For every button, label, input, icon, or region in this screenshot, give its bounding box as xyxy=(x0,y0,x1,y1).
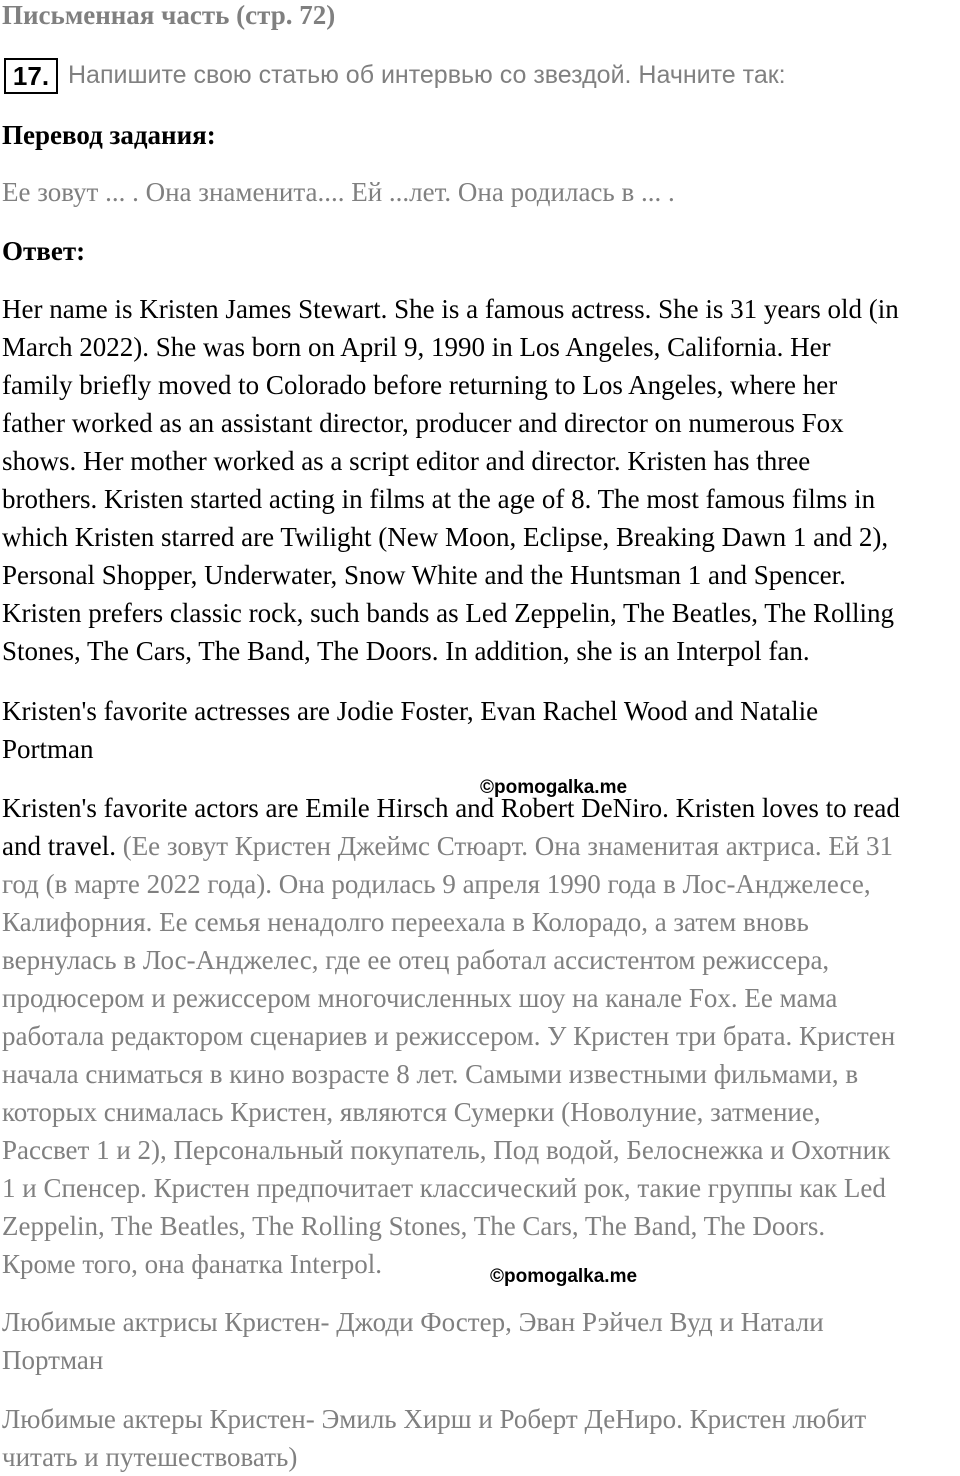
answer-paragraph-english-1: Her name is Kristen James Stewart. She is a famous actress. She is 31 years old (in March 2022). She was born on April 9, 1990 in Los Angeles, California. Her family briefly moved to Colorado before returning to Los Angeles, where her father worked as an assistant director, producer and director on numerous Fox shows. Her mother worked as a script editor and director. Kristen has three brothers. Kristen started acting in films at the age of 8. The most famous films in which Kristen starred are Twilight (New Moon, Eclipse, Breaking Dawn 1 and 2), Personal Shopper, Underwater, Snow White and the Huntsman 1 and Spencer. Kristen prefers classic rock, such bands as Led Zeppelin, The Beatles, The Rolling Stones, The Cars, The Band, The Doors. In addition, she is an Interpol fan. xyxy=(2,294,899,666)
page-title: Письменная часть (стр. 72) xyxy=(2,0,336,30)
answer-label: Ответ: xyxy=(2,236,86,266)
answer-paragraph-russian-3: Любимые актеры Кристен- Эмиль Хирш и Роберт ДеНиро. Кристен любит читать и путешествовать) xyxy=(2,1404,867,1472)
watermark-2: ©pomogalka.me xyxy=(490,1266,638,1287)
answer-russian-start: (Ее зовут Кристен Джеймс Стюарт. Она знаменитая актриса. Ей 31 xyxy=(115,831,894,861)
translation-label: Перевод задания: xyxy=(2,120,216,150)
translation-text: Ее зовут ... . Она знаменита.... Ей ...лет. Она родилась в ... . xyxy=(2,177,675,207)
answer-paragraph-english-2: Kristen's favorite actresses are Jodie Foster, Evan Rachel Wood and Natalie Portman xyxy=(2,696,819,764)
task-number-box: 17. xyxy=(4,58,58,94)
answer-paragraph-russian-1: год (в марте 2022 года). Она родилась 9 апреля 1990 года в Лос-Анджелесе, Калифорния. Ее семья ненадолго переехала в Колорадо, а затем вновь вернулась в Лос-Анджелес, где ее отец работал ассистентом режиссера, продюсером и режиссером многочисленных шоу на канале Fox. Ее мама работала редактором сценариев и режиссером. У Кристен три брата. Кристен начала сниматься в кино возрасте 8 лет. Самыми известными фильмами, в которых снималась Кристен, являются Сумерки (Новолуние, затмение, Рассвет 1 и 2), Персональный покупатель, Под водой, Белоснежка и Охотник 1 и Спенсер. Кристен предпочитает классический рок, такие группы как Led Zeppelin, The Beatles, The Rolling Stones, The Cars, The Band, The Doors. Кроме того, она фанатка Interpol. xyxy=(2,869,896,1279)
watermark-1: ©pomogalka.me xyxy=(480,777,628,798)
answer-paragraph-english-3-line1: Kristen's favorite actors are Emile Hirsch and Robert DeNiro. Kristen loves to read xyxy=(2,793,900,823)
answer-paragraph-mixed-line xyxy=(2,827,960,865)
answer-english-tail: and travel. xyxy=(2,831,116,861)
task-instruction: Напишите свою статью об интервью со звездой. Начните так: xyxy=(68,61,786,89)
answer-paragraph-russian-2: Любимые актрисы Кристен- Джоди Фостер, Эван Рэйчел Вуд и Натали Портман xyxy=(2,1307,824,1375)
